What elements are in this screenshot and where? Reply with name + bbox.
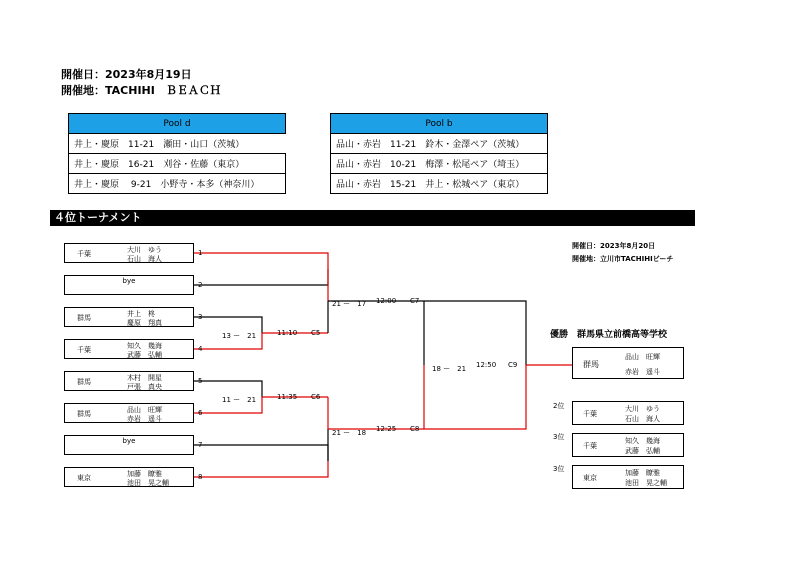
tournament-venue: 開催地：立川市TACHIHIビーチ — [572, 255, 674, 263]
team-prefecture: 千葉 — [77, 250, 91, 258]
seed-number: 3 — [198, 313, 203, 321]
team-prefecture: 群馬 — [77, 410, 91, 418]
player-name: 池田 晃之輔 — [127, 479, 169, 487]
player-name: 赤岩 遥斗 — [127, 415, 162, 423]
match-c7-time: 12:00 — [376, 297, 397, 305]
match-c8-time: 12:25 — [376, 425, 397, 433]
event-venue: 開催地：TACHIHI ＢＥＡＣＨ — [61, 84, 221, 97]
team-box — [64, 339, 194, 359]
bye-label: bye — [122, 277, 136, 285]
table-row: 品山・赤岩 15-21 井上・松城ペア（東京） — [331, 174, 548, 194]
team-prefecture: 群馬 — [77, 314, 91, 322]
player-name: 加藤 瞭雅 — [127, 470, 162, 478]
table-row: 井上・慶原 16-21 刈谷・佐藤（東京） — [69, 154, 286, 174]
seed-number: 6 — [198, 409, 203, 417]
pool-b-title: Pool b — [331, 114, 548, 134]
bracket-line-final-left — [424, 301, 526, 365]
player-name: 武藤 弘輔 — [127, 351, 162, 359]
match-c5-time: 11:10 — [277, 329, 298, 337]
team-box — [64, 307, 194, 327]
player-name: 品山 旺輝 — [127, 406, 162, 414]
player-name: 石山 海人 — [127, 255, 162, 263]
team-box — [64, 467, 194, 487]
player-name: 知久 幾海 — [127, 342, 162, 350]
match-c7-code: C7 — [410, 297, 420, 305]
bracket-line-2 — [194, 269, 328, 285]
bracket-line-8 — [194, 461, 328, 477]
result-third-b: 東京 加藤 瞭雅 池田 晃之輔 — [572, 465, 684, 489]
result-champion: 群馬 品山 旺輝 赤岩 遥斗 — [572, 347, 684, 379]
table-row: 井上・慶原 9-21 小野寺・本多（神奈川） — [69, 174, 286, 194]
player-name: 井上 柊 — [127, 310, 155, 318]
match-c8-code: C8 — [410, 425, 420, 433]
team-prefecture: 千葉 — [77, 346, 91, 354]
result-rank: 2位 — [553, 402, 565, 410]
table-row: 井上・慶原 11-21 瀬田・山口（茨城） — [69, 134, 286, 154]
team-box — [64, 275, 194, 295]
team-prefecture: 東京 — [77, 474, 91, 482]
result-second: 千葉 大川 ゆう 石山 海人 — [572, 401, 684, 425]
player-name: 大川 ゆう — [127, 246, 162, 254]
team-prefecture: 群馬 — [77, 378, 91, 386]
bracket-line-final-right — [424, 365, 526, 429]
bye-label: bye — [122, 437, 136, 445]
seed-number: 1 — [198, 249, 203, 257]
match-c6-score: 11 ー 21 — [222, 396, 257, 404]
seed-number: 5 — [198, 377, 203, 385]
result-rank: 3位 — [553, 433, 565, 441]
match-c6-time: 11:35 — [277, 393, 298, 401]
seed-number: 2 — [198, 281, 203, 289]
match-c6-code: C6 — [311, 393, 321, 401]
bracket-line-1 — [194, 253, 328, 269]
table-row: 品山・赤岩 11-21 鈴木・金澤ペア（茨城） — [331, 134, 548, 154]
tournament-date: 開催日：2023年8月20日 — [572, 242, 656, 250]
event-date: 開催日：2023年8月19日 — [61, 68, 192, 81]
bracket-line-7 — [194, 445, 328, 461]
match-c9-time: 12:50 — [476, 361, 497, 369]
pool-d-title: Pool d — [69, 114, 286, 134]
match-c5-code: C5 — [311, 329, 321, 337]
match-c7-score: 21 ー 17 — [332, 300, 367, 308]
match-c5-score: 13 ー 21 — [222, 332, 257, 340]
team-box — [64, 435, 194, 455]
table-row: 品山・赤岩 10-21 梅澤・松尾ペア（埼玉） — [331, 154, 548, 174]
champion-label: 優勝 群馬県立前橋高等学校 — [550, 330, 668, 340]
team-box — [64, 371, 194, 391]
seed-number: 4 — [198, 345, 203, 353]
player-name: 慶原 翔真 — [127, 319, 162, 327]
result-third-a: 千葉 知久 幾海 武藤 弘輔 — [572, 433, 684, 457]
player-name: 木村 開星 — [127, 374, 162, 382]
player-name: 戸張 真央 — [127, 383, 162, 391]
team-box — [64, 403, 194, 423]
tournament-title-bar: ４位トーナメント — [50, 210, 695, 226]
result-rank: 3位 — [553, 465, 565, 473]
seed-number: 7 — [198, 441, 203, 449]
match-c8-score: 21 ー 18 — [332, 429, 367, 437]
seed-number: 8 — [198, 473, 203, 481]
match-c9-code: C9 — [508, 361, 518, 369]
match-c9-score: 18 ー 21 — [432, 365, 467, 373]
team-box — [64, 243, 194, 263]
